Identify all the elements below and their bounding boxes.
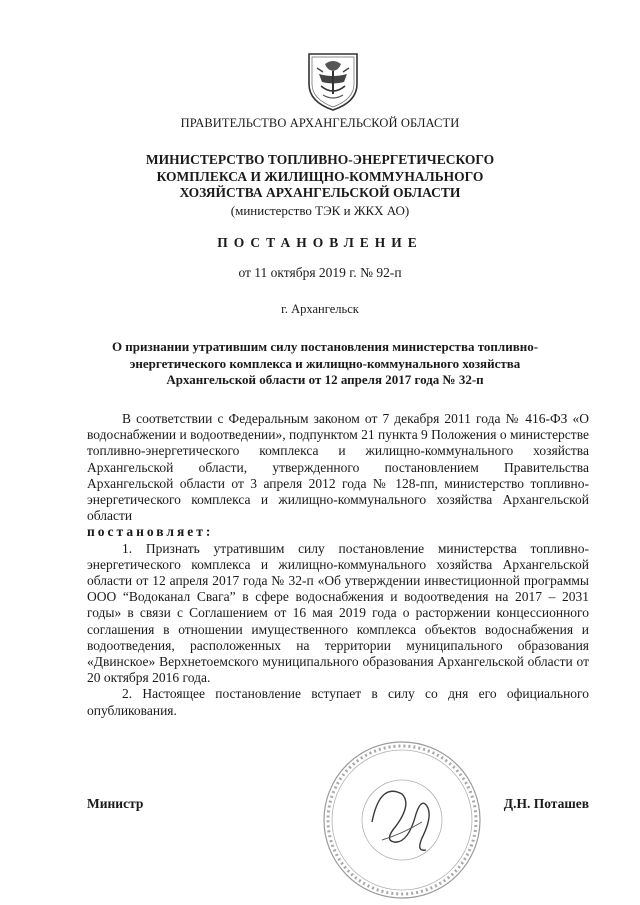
subject-line: О признании утратившим силу постановления министерства топливно-: [111, 339, 539, 354]
subject-line: Архангельской области от 12 апреля 2017 года № 32-п: [166, 372, 484, 387]
item-1-paragraph: 1. Признать утратившим силу постановление министерства топливно-энергетического комплекса и жилищно-коммунального хозяйства Архангельской области от 12 апреля 2017 года № 32-п «Об утверждении инвестиционной программы ООО “Водоканал Свага” в сфере водоснабжения и водоотведения на 2017 – 2031 годы» в связи с Соглашением от 16 мая 2019 года о расторжении концессионного соглашения в отношении имущественного комплекса объектов водоснабжения и водоотведения, расположенных на территории муниципального образования «Двинское» Верхнетоемского муниципального образования Архангельской области от 20 октября 2016 года.: [87, 540, 589, 686]
decree-word: постановляет:: [87, 524, 214, 540]
document-city: г. Архангельск: [281, 302, 359, 316]
document-body: [87, 411, 589, 719]
handwritten-signature-icon: [372, 791, 429, 850]
signatory-name: Д.Н. Поташев: [503, 796, 589, 811]
arkhangelsk-coat-of-arms-icon: [303, 50, 363, 112]
item-2-paragraph: 2. Настоящее постановление вступает в силу со дня его официального опубликования.: [87, 686, 589, 718]
document-date-number: от 11 октября 2019 г. № 92-п: [238, 265, 402, 280]
ministry-name-line: МИНИСТЕРСТВО ТОПЛИВНО-ЭНЕРГЕТИЧЕСКОГО: [145, 152, 495, 167]
document-subject: [60, 339, 590, 389]
ministry-name-line: КОМПЛЕКСА И ЖИЛИЩНО-КОММУНАЛЬНОГО: [156, 168, 484, 184]
ministry-abbreviation: (министерство ТЭК и ЖКХ АО): [230, 203, 410, 218]
government-name: ПРАВИТЕЛЬСТВО АРХАНГЕЛЬСКОЙ ОБЛАСТИ: [180, 116, 460, 130]
subject-line: энергетического комплекса и жилищно-коммунального хозяйства: [129, 355, 521, 371]
preamble-paragraph: В соответствии с Федеральным законом от 7 декабря 2011 года № 416-ФЗ «О водоснабжении и водоотведении», подпунктом 21 пункта 9 Положения о министерстве топливно-энергетического комплекса и жилищно-коммунального хозяйства Архангельской области, утвержденного постановлением Правительства Архангельской области от 3 апреля 2012 года № 128-пп, министерство топливно-энергетического комплекса и жилищно-коммунального хозяйства Архангельской области: [87, 411, 589, 524]
ministry-name: [60, 152, 580, 202]
document-type: ПОСТАНОВЛЕНИЕ: [217, 235, 423, 250]
signatory-title: Министр: [87, 796, 144, 811]
ministry-round-seal-icon: [312, 730, 492, 905]
ministry-name-line: ХОЗЯЙСТВА АРХАНГЕЛЬСКОЙ ОБЛАСТИ: [179, 185, 461, 200]
